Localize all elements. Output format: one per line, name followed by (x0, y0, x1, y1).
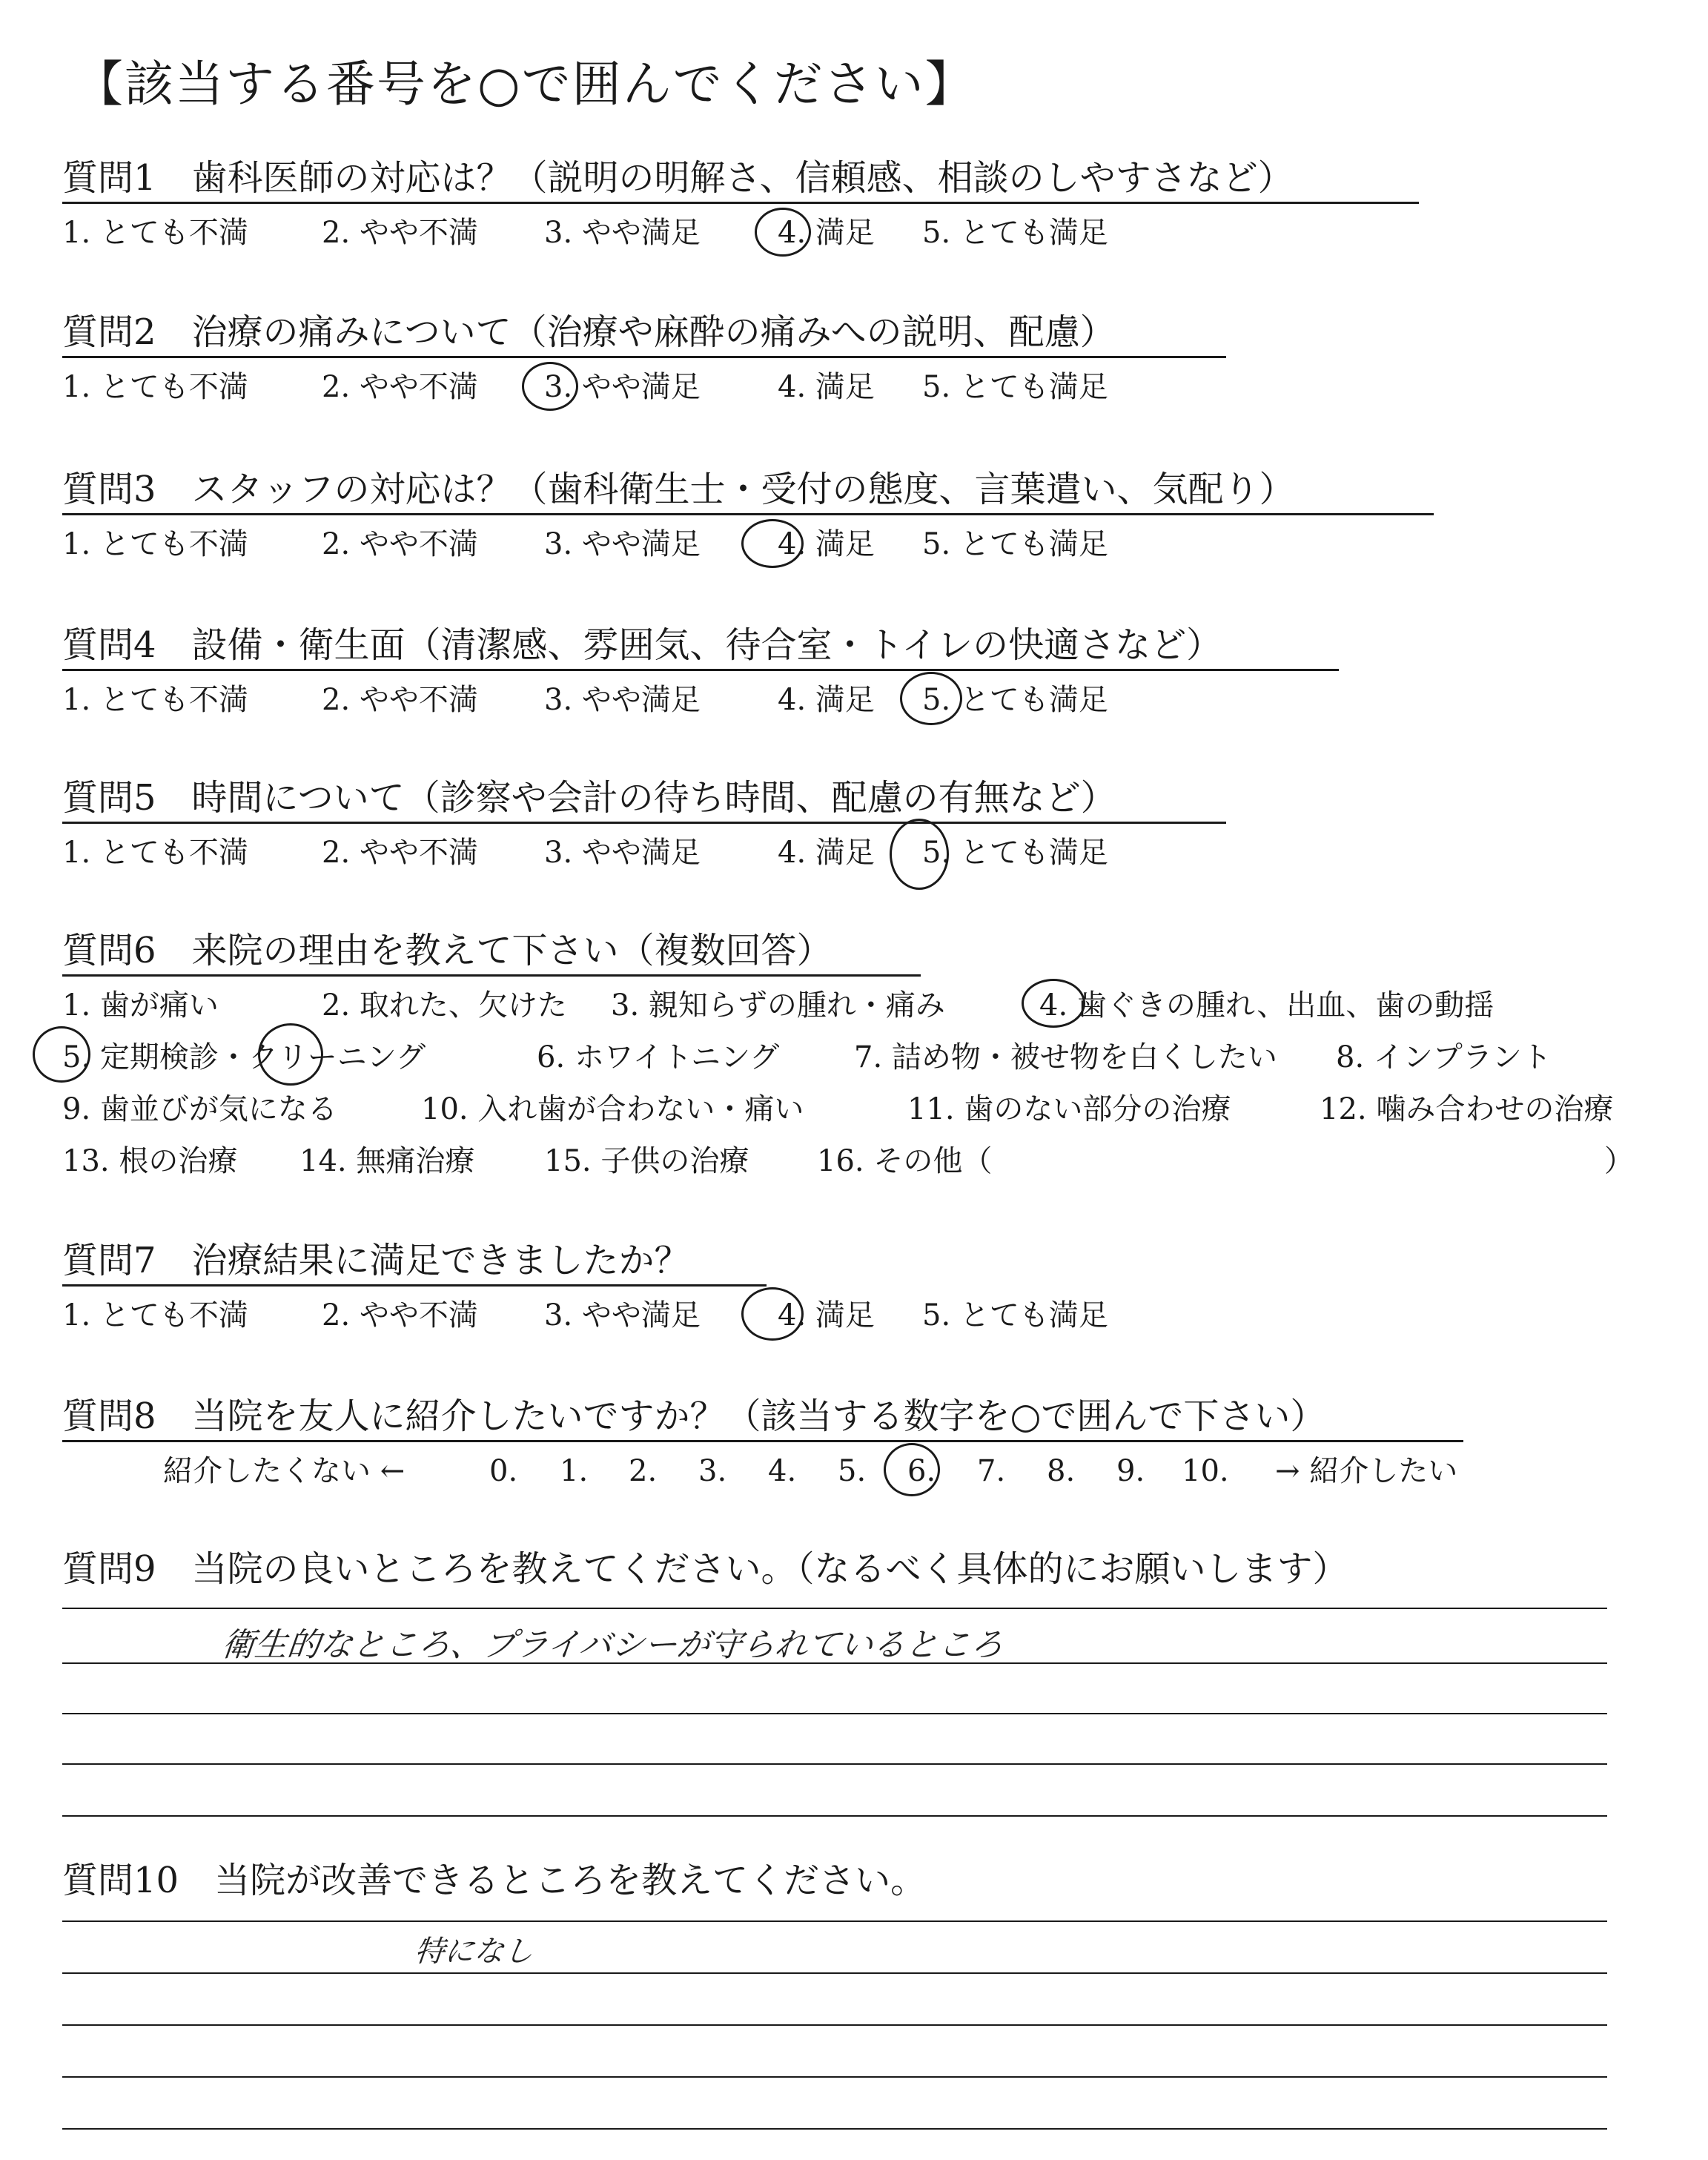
answer-line (62, 1920, 1607, 1922)
question-7-underline (62, 1284, 767, 1287)
reason-broken-chipped[interactable]: 2. 取れた、欠けた (322, 988, 567, 1023)
option-satisfied[interactable]: 4. 満足 (778, 216, 875, 250)
question-6-label: 質問6 来院の理由を教えて下さい（複数回答） (62, 930, 833, 971)
option-somewhat-satisfied[interactable]: 3. やや満足 (544, 216, 701, 250)
scale-8[interactable]: 8. (1047, 1454, 1076, 1488)
option-somewhat-dissatisfied[interactable]: 2. やや不満 (322, 370, 478, 404)
option-very-satisfied[interactable]: 5. とても満足 (922, 683, 1108, 717)
option-very-dissatisfied[interactable]: 1. とても不満 (62, 370, 248, 404)
question-8-scale (163, 1452, 1497, 1490)
option-somewhat-satisfied[interactable]: 3. やや満足 (544, 836, 701, 870)
option-satisfied[interactable]: 4. 満足 (778, 836, 875, 870)
reason-painless[interactable]: 14. 無痛治療 (299, 1144, 475, 1178)
question-2-label: 質問2 治療の痛みについて（治療や麻酔の痛みへの説明、配慮） (62, 311, 1116, 353)
reason-missing-teeth[interactable]: 11. 歯のない部分の治療 (907, 1092, 1231, 1126)
option-very-satisfied[interactable]: 5. とても満足 (922, 370, 1108, 404)
question-4-label: 質問4 設備・衛生面（清潔感、雰囲気、待合室・トイレの快適さなど） (62, 624, 1222, 666)
scale-left-label: 紹介したくない ← (163, 1454, 406, 1488)
reason-child[interactable]: 15. 子供の治療 (544, 1144, 749, 1178)
scale-3[interactable]: 3. (698, 1454, 727, 1488)
selection-circle (33, 1026, 90, 1083)
scale-6[interactable]: 6. (907, 1454, 936, 1488)
question-8-underline (62, 1440, 1463, 1442)
option-somewhat-satisfied[interactable]: 3. やや満足 (544, 370, 701, 404)
selection-circle (890, 819, 949, 890)
selection-circle (741, 519, 804, 568)
question-4-underline (62, 669, 1339, 671)
selection-circle (258, 1023, 323, 1086)
question-10-answer[interactable]: 特になし (413, 1935, 536, 1969)
option-somewhat-dissatisfied[interactable]: 2. やや不満 (322, 527, 478, 561)
answer-line (62, 2076, 1607, 2078)
option-very-satisfied[interactable]: 5. とても満足 (922, 836, 1108, 870)
reason-wisdom-tooth[interactable]: 3. 親知らずの腫れ・痛み (611, 988, 945, 1023)
scale-5[interactable]: 5. (838, 1454, 867, 1488)
question-6-underline (62, 974, 921, 977)
scale-right-label: → 紹介したい (1275, 1454, 1458, 1488)
selection-circle (1022, 979, 1085, 1028)
question-3-label: 質問3 スタッフの対応は？（歯科衛生士・受付の態度、言葉遣い、気配り） (62, 469, 1295, 510)
answer-line (62, 2128, 1607, 2130)
answer-line (62, 1608, 1607, 1609)
question-9-label: 質問9 当院の良いところを教えてください。（なるべく具体的にお願いします） (62, 1548, 1348, 1590)
option-satisfied[interactable]: 4. 満足 (778, 683, 875, 717)
reason-bite[interactable]: 12. 噛み合わせの治療 (1320, 1092, 1614, 1126)
option-somewhat-satisfied[interactable]: 3. やや満足 (544, 527, 701, 561)
option-satisfied[interactable]: 4. 満足 (778, 1298, 875, 1332)
option-very-dissatisfied[interactable]: 1. とても不満 (62, 216, 248, 250)
option-somewhat-dissatisfied[interactable]: 2. やや不満 (322, 1298, 478, 1332)
scale-0[interactable]: 0. (489, 1454, 518, 1488)
option-very-dissatisfied[interactable]: 1. とても不満 (62, 1298, 248, 1332)
option-very-dissatisfied[interactable]: 1. とても不満 (62, 527, 248, 561)
option-somewhat-dissatisfied[interactable]: 2. やや不満 (322, 836, 478, 870)
question-5-label: 質問5 時間について（診察や会計の待ち時間、配慮の有無など） (62, 777, 1116, 819)
reason-whitening[interactable]: 6. ホワイトニング (537, 1040, 780, 1074)
reason-other[interactable]: 16. その他（ (817, 1144, 993, 1178)
reason-dentures[interactable]: 10. 入れ歯が合わない・痛い (421, 1092, 804, 1126)
question-1-underline (62, 202, 1419, 204)
reason-checkup-cleaning[interactable]: 5. 定期検診・クリーニング (62, 1040, 426, 1074)
option-very-satisfied[interactable]: 5. とても満足 (922, 216, 1108, 250)
reason-implant[interactable]: 8. インプラント (1336, 1040, 1552, 1074)
page-title: 【該当する番号を○で囲んでください】 (74, 56, 976, 113)
scale-4[interactable]: 4. (768, 1454, 797, 1488)
reason-alignment[interactable]: 9. 歯並びが気になる (62, 1092, 337, 1126)
selection-circle (522, 362, 578, 411)
selection-circle (900, 672, 962, 725)
selection-circle (741, 1287, 804, 1341)
scale-7[interactable]: 7. (977, 1454, 1006, 1488)
scale-2[interactable]: 2. (629, 1454, 658, 1488)
reason-toothache[interactable]: 1. 歯が痛い (62, 988, 219, 1023)
answer-line (62, 1763, 1607, 1765)
option-very-satisfied[interactable]: 5. とても満足 (922, 527, 1108, 561)
question-2-underline (62, 356, 1226, 358)
question-5-underline (62, 822, 1226, 824)
option-very-dissatisfied[interactable]: 1. とても不満 (62, 836, 248, 870)
answer-line (62, 1972, 1607, 1974)
question-7-label: 質問7 治療結果に満足できましたか？ (62, 1240, 690, 1281)
option-somewhat-satisfied[interactable]: 3. やや満足 (544, 683, 701, 717)
option-very-satisfied[interactable]: 5. とても満足 (922, 1298, 1108, 1332)
option-somewhat-dissatisfied[interactable]: 2. やや不満 (322, 683, 478, 717)
question-10-label: 質問10 当院が改善できるところを教えてください。 (62, 1860, 927, 1901)
question-1-label: 質問1 歯科医師の対応は？（説明の明解さ、信頼感、相談のしやすさなど） (62, 157, 1294, 199)
reason-gum-problems[interactable]: 4. 歯ぐきの腫れ、出血、歯の動揺 (1039, 988, 1494, 1023)
option-very-dissatisfied[interactable]: 1. とても不満 (62, 683, 248, 717)
question-9-answer[interactable]: 衛生的なところ、プライバシーが守られているところ (219, 1626, 1006, 1664)
selection-circle (755, 208, 811, 257)
option-somewhat-dissatisfied[interactable]: 2. やや不満 (322, 216, 478, 250)
reason-other-close: ） (1604, 1144, 1634, 1178)
reason-root-canal[interactable]: 13. 根の治療 (62, 1144, 238, 1178)
answer-line (62, 1815, 1607, 1817)
question-3-underline (62, 513, 1434, 515)
reason-white-fillings[interactable]: 7. 詰め物・被せ物を白くしたい (854, 1040, 1277, 1074)
scale-1[interactable]: 1. (560, 1454, 589, 1488)
answer-line (62, 2024, 1607, 2026)
option-somewhat-satisfied[interactable]: 3. やや満足 (544, 1298, 701, 1332)
selection-circle (884, 1443, 940, 1496)
option-satisfied[interactable]: 4. 満足 (778, 527, 875, 561)
question-8-label: 質問8 当院を友人に紹介したいですか？（該当する数字を○で囲んで下さい） (62, 1396, 1326, 1437)
scale-9[interactable]: 9. (1116, 1454, 1145, 1488)
option-satisfied[interactable]: 4. 満足 (778, 370, 875, 404)
answer-line (62, 1713, 1607, 1714)
scale-10[interactable]: 10. (1182, 1454, 1229, 1488)
